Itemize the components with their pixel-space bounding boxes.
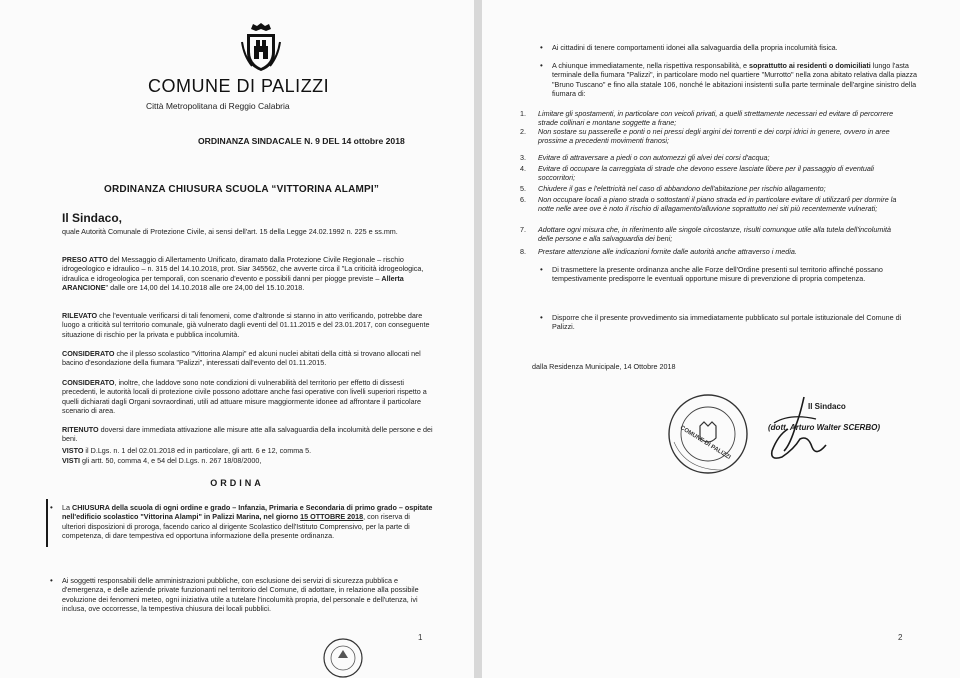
chiusura-tail: , con riserva di ulteriori disposizioni di proroga, facendo carico al dirigente Scolastico dell'Istituto Comprensivo, per la parte di competenza, di dare tempestiva ed opportuna informazione della presente ordinanza. <box>62 512 410 541</box>
measure-item <box>520 153 908 162</box>
municipal-stamp-icon <box>666 392 750 476</box>
signature-title: Il Sindaco <box>808 402 846 411</box>
chiunque-text-a: A chiunque immediatamente, nella rispettiva responsabilità, e <box>552 61 749 70</box>
preso-atto-paragraph <box>62 255 434 293</box>
page-number-2: 2 <box>898 633 903 642</box>
bullet-icon: • <box>540 265 543 274</box>
municipality-subtitle: Città Metropolitana di Reggio Calabria <box>146 101 290 111</box>
allerta-label: Allerta ARANCIONE <box>62 273 404 293</box>
chiusura-text: CHIUSURA della scuola di ogni ordine e grado – Infanzia, Primaria e Secondaria di primo grado – ospitate nell'edificio scolastico "Vittorina Alampi" in Palizzi Marina, nel giorno <box>62 503 433 522</box>
page-number: 1 <box>418 633 423 642</box>
chiunque-text-b: soprattutto ai residenti o domiciliati <box>748 61 871 70</box>
preso-atto-label: PRESO ATTO <box>62 255 108 264</box>
considerato2-label: CONSIDERATO <box>62 378 115 387</box>
chiunque-paragraph <box>540 61 918 99</box>
visto-text: il D.Lgs. n. 1 del 02.01.2018 ed in particolare, gli artt. 6 e 12, comma 5. <box>83 446 312 455</box>
considerato2-text: , inoltre, che laddove sono note condizioni di vulnerabilità del territorio per effetto di dissesti precedenti, le autorità locali di protezione civile possono adottare anche fasi operative con livelli superiori rispetto a quelli dichiarati dagli Organi sovraordinati, utili ad attuare misure maggiormente idonee ad affrontare il particolare scenario di area. <box>62 378 427 416</box>
signature-name: (dott. Arturo Walter SCERBO) <box>768 423 880 432</box>
trasmettere-text: Di trasmettere la presente ordinanza anche alle Forze dell'Ordine presenti sul territorio affinché possano tempestivamente predisporre le eventuali opportune misure di prevenzione di propria competenza. <box>552 265 883 284</box>
mayor-heading: Il Sindaco, <box>62 211 123 225</box>
measure-item <box>520 109 908 128</box>
document-page-2 <box>482 0 960 678</box>
bullet-icon: • <box>50 576 53 585</box>
measure-item <box>520 164 908 183</box>
soggetti-paragraph <box>50 576 434 614</box>
measure-item <box>520 195 908 214</box>
trasmettere-paragraph <box>540 265 918 284</box>
municipality-title: COMUNE DI PALIZZI <box>148 76 330 96</box>
bullet-icon: • <box>540 313 543 322</box>
measure-item <box>520 127 908 146</box>
measure-text: Chiudere il gas e l'elettricità nel caso di abbandono dell'abitazione per rischio allagamento; <box>538 184 826 193</box>
considerato-text: che il plesso scolastico "Vittorina Alampi" ed alcuni nuclei abitati della città si trovano allocati nel bacino d'esondazione della fiumara "Palizzi", interessati dall'evento del 01.11.2015. <box>62 349 421 368</box>
ritenuto-text: doversi dare immediata attivazione alle misure atte alla salvaguardia della incolumità delle persone e dei beni. <box>62 425 433 444</box>
chiusura-date: 15 OTTOBRE 2018 <box>300 512 364 522</box>
coat-of-arms-icon <box>238 22 284 72</box>
bullet-icon: • <box>50 503 53 512</box>
measure-number: 3. <box>520 153 526 162</box>
ordinance-number: ORDINANZA SINDACALE N. 9 DEL 14 ottobre 2018 <box>198 136 405 146</box>
visti-text: gli artt. 50, comma 4, e 54 del D.Lgs. n. 267 18/08/2000, <box>79 456 262 465</box>
measure-number: 7. <box>520 225 526 234</box>
ritenuto-label: RITENUTO <box>62 425 99 434</box>
preso-atto-tail: " dalle ore 14,00 del 14.10.2018 alle ore 24,00 del 15.10.2018. <box>105 283 305 293</box>
measure-text: Adottare ogni misura che, in riferimento alle singole circostanze, risulti comunque utile alla tutela dell'incolumità delle persone e alla salvaguardia dei beni; <box>538 225 891 244</box>
rilevato-paragraph <box>62 311 434 339</box>
intro-paragraph: quale Autorità Comunale di Protezione Civile, ai sensi dell'art. 15 della Legge 24.02.1992 n. 225 e ss.mm. <box>62 227 398 236</box>
considerato-label: CONSIDERATO <box>62 349 115 358</box>
chiusura-prefix: La <box>62 503 72 512</box>
measure-text: Limitare gli spostamenti, in particolare con veicoli privati, a quelli strettamente necessari ed evitare di percorrere strade collinari e montane soggette a frane; <box>538 109 894 128</box>
measure-number: 5. <box>520 184 526 193</box>
stamp-text: COMUNE DI PALIZZI <box>678 425 732 461</box>
measure-item <box>520 184 908 193</box>
stamp-partial-icon <box>322 628 364 678</box>
visti-label: VISTI <box>62 456 80 465</box>
visti-paragraph <box>62 456 434 465</box>
bullet-icon: • <box>540 43 543 52</box>
measure-number: 6. <box>520 195 526 204</box>
cittadini-text: Ai cittadini di tenere comportamenti idonei alla salvaguardia della propria incolumità fisica. <box>552 43 838 52</box>
document-page-1 <box>0 0 474 678</box>
handwritten-signature <box>760 395 840 467</box>
visto-paragraph <box>62 446 434 455</box>
margin-bar <box>46 499 48 547</box>
cittadini-paragraph <box>540 43 922 52</box>
measure-text: Evitare di attraversare a piedi o con automezzi gli alvei dei corsi d'acqua; <box>538 153 770 162</box>
preso-atto-text: del Messaggio di Allertamento Unificato, diramato dalla Protezione Civile Regionale – rischio idrogeologico e idraulico – n. 315 del 14.10.2018, prot. Siar 345562, che avverte circa il "La criticità idrogeologica, idraulica e idrogeologica per temporali, con scenario d'evento e possibili danni per piogge previste – <box>62 255 424 283</box>
measure-number: 8. <box>520 247 526 256</box>
residenza-line: dalla Residenza Municipale, 14 Ottobre 2018 <box>532 362 676 371</box>
bullet-icon: • <box>540 61 543 70</box>
considerato-paragraph <box>62 349 434 368</box>
ordinance-title: ORDINANZA CHIUSURA SCUOLA “VITTORINA ALAMPI” <box>104 184 380 195</box>
measure-text: Evitare di occupare la carreggiata di strade che devono essere lasciate libere per il passaggio di eventuali soccorritori; <box>538 164 875 183</box>
soggetti-text: Ai soggetti responsabili delle amministrazioni pubbliche, con esclusione dei servizi di sicurezza pubblica e d'emergenza, e delle aziende private funzionanti nel territorio del Comune, di adottare, in relazione alla possibile evoluzione dei fenomeni meteo, ogni iniziativa utile a tutelare l'incolumità propria, del personale e dell'utenza, ivi inclusa, ove occorresse, la tempestiva chiusura dei locali pubblici. <box>62 576 419 614</box>
measure-text: Prestare attenzione alle indicazioni fornite dalle autorità anche attraverso i media. <box>538 247 797 256</box>
page-gutter <box>474 0 482 678</box>
measure-number: 2. <box>520 127 526 136</box>
chiusura-paragraph <box>50 503 434 541</box>
disporre-text: Disporre che il presente provvedimento sia immediatamente pubblicato sul portale istituzionale del Comune di Palizzi. <box>552 313 902 332</box>
measure-text: Non sostare su passerelle e ponti o nei pressi degli argini dei torrenti e dei corpi idrici in genere, ovvero in aree prossime a precedenti movimenti franosi; <box>538 127 890 146</box>
measure-number: 1. <box>520 109 526 118</box>
disporre-paragraph <box>540 313 918 332</box>
ordina-heading: ORDINA <box>210 478 264 488</box>
chiunque-text-c: lungo l'asta terminale della fiumara "Palizzi", in particolare modo nel quartiere "Murrotto" nella zona abitato relativa dalla piazza "Bruno Tuscano" e fino alla statale 106, nonché le abitazioni insistenti sulla parte terminale dell'argine sinistro della fiumara di: <box>552 61 917 99</box>
rilevato-label: RILEVATO <box>62 311 98 320</box>
measure-text: Non occupare locali a piano strada o sottostanti il piano strada ed in particolare evitare di utilizzarli per dormire la notte nelle aree ove è noto il rischio di allagamento/alluvione soprattutto nei siti più recentemente vulnerati; <box>538 195 897 214</box>
visto-label: VISTO <box>62 446 84 455</box>
rilevato-text: che l'eventuale verificarsi di tali fenomeni, come d'altronde si stanno in atto verificando, potrebbe dare luogo a criticità sul territorio comunale, già vulnerato dagli eventi del 01.11.2015 e del 23.01.2017, con conseguente situazione di rischio per la privata e pubblica incolumità. <box>62 311 430 339</box>
considerato2-paragraph <box>62 378 434 416</box>
measure-number: 4. <box>520 164 526 173</box>
measure-item <box>520 247 908 256</box>
ritenuto-paragraph <box>62 425 434 444</box>
measure-item <box>520 225 908 244</box>
